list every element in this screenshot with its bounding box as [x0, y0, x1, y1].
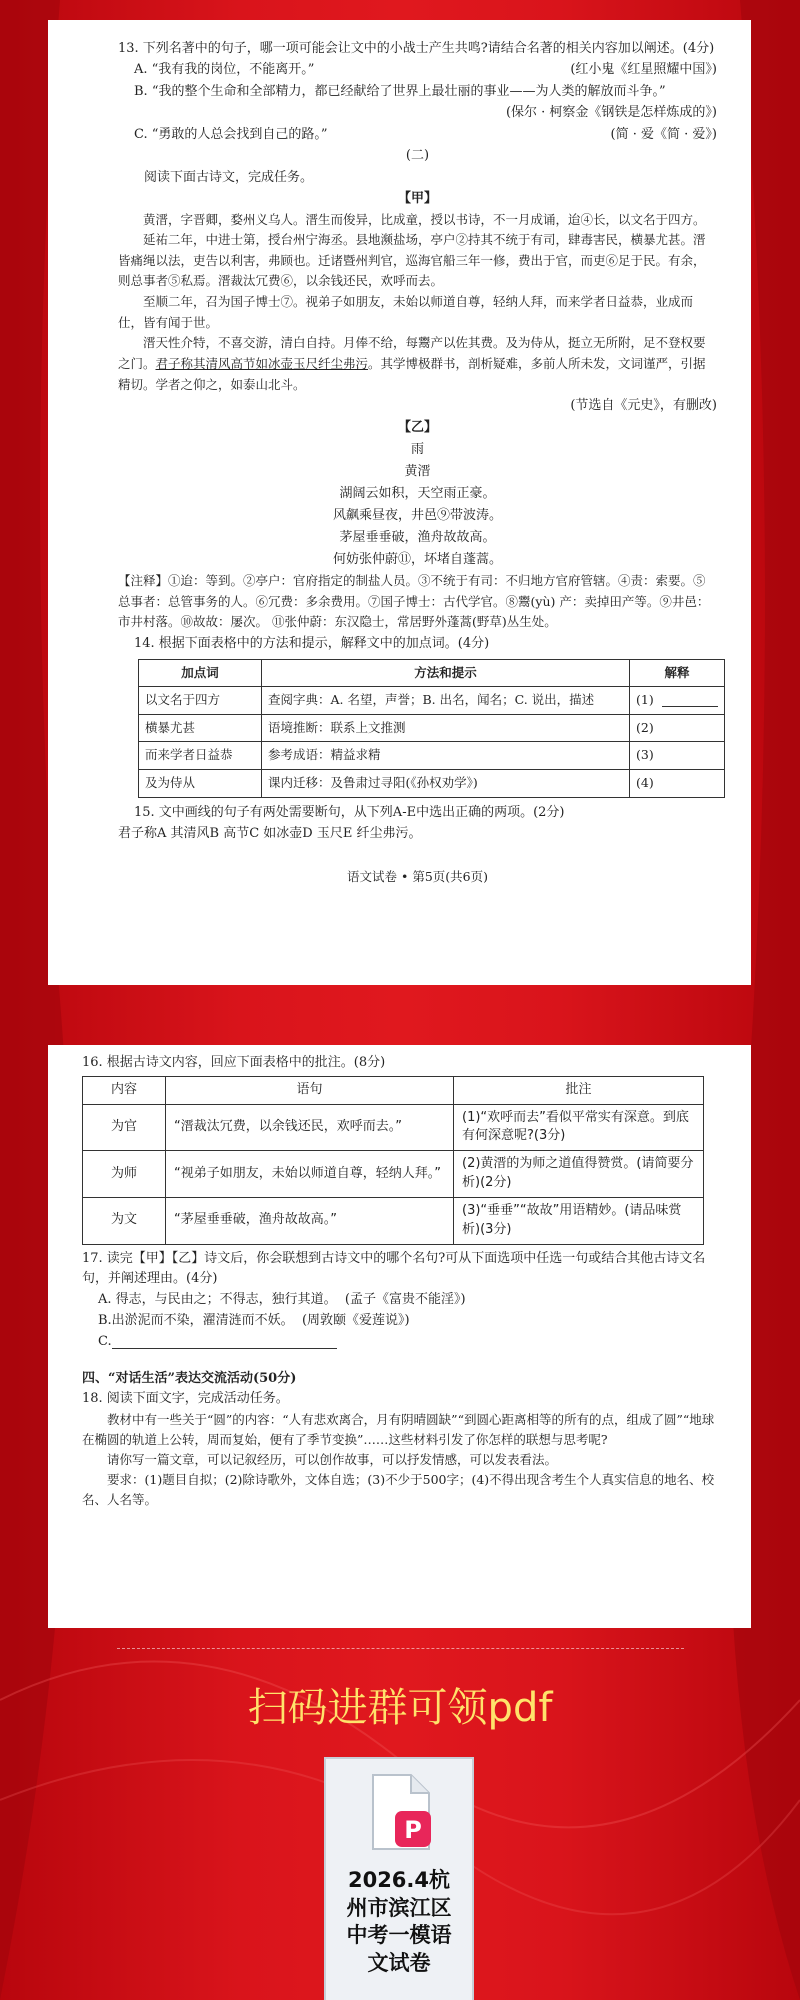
q14-hint: 课内迁移：及鲁肃过寻阳(《孙权劝学》)	[262, 770, 630, 798]
pdf-file-name: 2026.4杭 州市滨江区 中考一模语 文试卷	[346, 1868, 452, 1976]
jia-paragraph-4: 溍天性介特，不喜交游，清白自持。月俸不给，每鬻产以佐其费。及为侍从，挺立无所附，足不登权要之门。君子称其清风高节如冰壶玉尺纤尘弗污。其学博极群书，剖析疑难，多前人所未发，文词谨严，引据精切。学者之仰之，如泰山北斗。	[118, 335, 706, 392]
q16-topic: 为师	[83, 1151, 166, 1198]
poem-line: 湖阔云如积，天空雨正豪。	[339, 485, 496, 501]
q14-hint: 查阅字典：A. 名望，声誉；B. 出名，闻名；C. 说出，描述	[262, 687, 630, 715]
q14-word: 以文名于四方	[139, 687, 262, 715]
q14-word: 而来学者日益恭	[139, 742, 262, 770]
section-4-heading: 四、“对话生活”表达交流活动(50分)	[82, 1370, 297, 1386]
table-row	[83, 1104, 704, 1151]
yi-poem	[118, 417, 717, 572]
q14-hint: 参考成语：精益求精	[262, 742, 630, 770]
jia-title: 【甲】	[397, 191, 437, 207]
table-row	[83, 1197, 704, 1244]
table-row	[139, 770, 725, 798]
q14-word: 横暴尤甚	[139, 714, 262, 742]
pdf-file-card[interactable]	[324, 1757, 474, 2000]
q14-answer-3[interactable]: (3)	[630, 742, 725, 770]
q14-answer-2[interactable]: (2)	[630, 714, 725, 742]
q18-requirements: 要求：(1)题目自拟；(2)除诗歌外，文体自选；(3)不少于500字；(4)不得出现含考生个人真实信息的地名、校名、人名等。	[82, 1472, 715, 1508]
table-row	[83, 1151, 704, 1198]
q16-topic: 为官	[83, 1104, 166, 1151]
pdf-document-icon	[369, 1773, 433, 1851]
q18-stem: 18. 阅读下面文字，完成活动任务。	[82, 1391, 289, 1407]
q18-material: 教材中有一些关于“圆”的内容：“人有悲欢离合，月有阴晴圆缺”“到圆心距离相等的所有的点，组成了圆”“地球在椭圆的轨道上公转，周而复始，便有了季节变换”……这些材料引发了你怎样的联想与思考呢?	[82, 1412, 715, 1448]
q16-comment: (1)“欢呼而去”看似平常实有深意。到底有何深意呢?(3分)	[454, 1104, 704, 1151]
poem-line: 茅屋垂垂破，渔舟故故高。	[339, 530, 496, 546]
table-row	[139, 714, 725, 742]
page-footer: 语文试卷 • 第5页(共6页)	[347, 868, 488, 884]
q15-stem: 15. 文中画线的句子有两处需要断句，从下列A-E中选出正确的两项。(2分)	[134, 804, 565, 820]
section-2-instruction: 阅读下面古诗文，完成任务。	[144, 169, 314, 185]
q14-stem: 14. 根据下面表格中的方法和提示，解释文中的加点词。(4分)	[134, 636, 490, 652]
q17-option-c[interactable]: C.	[82, 1332, 717, 1353]
q16-header: 内容	[83, 1076, 166, 1104]
q16-quote: “溍裁汰冗费，以余钱还民，欢呼而去。”	[166, 1104, 454, 1151]
exam-page-5	[48, 20, 751, 985]
poem-line: 风飙乘昼夜，井邑⑨带波涛。	[332, 507, 502, 523]
q16-table	[82, 1076, 704, 1245]
q14-table	[138, 659, 725, 798]
q16-comment: (3)“垂垂”“故故”用语精妙。(请品味赏析)(3分)	[454, 1197, 704, 1244]
q13-option-b: B. “我的整个生命和全部精力，都已经献给了世界上最壮丽的事业——为人类的解放而斗争。”	[134, 83, 666, 99]
q14-header: 解释	[630, 659, 725, 687]
poem-title: 雨	[410, 441, 424, 457]
scan-qr-call-to-action: 扫码进群可领pdf	[247, 1685, 553, 1731]
q16-comment: (2)黄溍的为师之道值得赞赏。(请简要分析)(2分)	[454, 1151, 704, 1198]
q13-option-c-source: (简 · 爱《简 · 爱》)	[610, 126, 717, 142]
annotations: 【注释】①迨：等到。②亭户：官府指定的制盐人员。③不统于有司：不归地方官府管辖。④责：索要。⑤总事者：总管事务的人。⑥冗费：多余费用。⑦国子博士：古代学官。⑧鬻(yù) 产：卖掉田产等。⑨井邑：市井村落。⑩故故：屡次。 ⑪张仲蔚：东汉隐士，常居野外蓬蒿(野草)丛生处。	[118, 573, 710, 630]
q14-word: 及为侍从	[139, 770, 262, 798]
poem-author: 黄溍	[404, 463, 431, 479]
q16-quote: “视弟子如朋友，未始以师道自尊，轻纳人拜。”	[166, 1151, 454, 1198]
section-2-heading: (二)	[405, 148, 430, 164]
q16-quote: “茅屋垂垂破，渔舟故故高。”	[166, 1197, 454, 1244]
q14-header: 方法和提示	[262, 659, 630, 687]
q13-option-a-source: (红小鬼《红星照耀中国》)	[570, 62, 717, 78]
q15-options: 君子称A 其清风B 高节C 如冰壶D 玉尺E 纤尘弗污。	[118, 826, 422, 842]
q16-header: 语句	[166, 1076, 454, 1104]
table-row	[139, 687, 725, 715]
jia-paragraph-3: 至顺二年，召为国子博士⑦。视弟子如朋友，未始以师道自尊，轻纳人拜，而来学者日益恭，业成而仕，皆有闻于世。	[118, 294, 694, 330]
divider	[117, 1648, 684, 1649]
q13-option-c: C. “勇敢的人总会找到自己的路。”	[134, 126, 328, 142]
q14-hint: 语境推断：联系上文推测	[262, 714, 630, 742]
q14-answer-1[interactable]: (1)	[630, 687, 725, 715]
q13-option-b-source: (保尔 · 柯察金《钢铁是怎样炼成的》)	[505, 105, 717, 121]
q14-header: 加点词	[139, 659, 262, 687]
exam-page-6	[48, 1045, 751, 1628]
jia-paragraph-2: 延祐二年，中进士第，授台州宁海丞。县地濒盐场，亭户②持其不统于有司，肆毒害民，横暴尤甚。溍皆痛绳以法，吏告以利害，弗顾也。迁诸暨州判官，巡海官船三年一修，费出于官，而吏⑥足于民。有余，则总事者⑤私焉。溍裁汰冗费⑥，以余钱还民，欢呼而去。	[118, 232, 706, 289]
jia-paragraph-1: 黄溍，字晋卿，婺州义乌人。溍生而俊异，比成童，授以书诗，不一月成诵，迨④长，以文名于四方。	[143, 211, 706, 227]
table-row	[139, 742, 725, 770]
q14-answer-4[interactable]: (4)	[630, 770, 725, 798]
q13-stem: 13. 下列名著中的句子，哪一项可能会让文中的小战士产生共鸣?请结合名著的相关内容加以阐述。(4分)	[118, 41, 715, 56]
q17-option-b: B.出淤泥而不染，濯清涟而不妖。 (周敦颐《爱莲说》)	[98, 1313, 410, 1329]
jia-source: (节选自《元史》，有删改)	[570, 398, 717, 414]
q17-stem: 17. 读完【甲】【乙】诗文后，你会联想到古诗文中的哪个名句?可从下面选项中任选一句或结合其他古诗文名句，并阐述理由。(4分)	[82, 1250, 706, 1287]
q16-stem: 16. 根据古诗文内容，回应下面表格中的批注。(8分)	[82, 1055, 386, 1070]
q13-option-a: A. “我有我的岗位，不能离开。”	[134, 62, 315, 78]
yi-title: 【乙】	[397, 419, 437, 435]
poem-line: 何妨张仲蔚⑪，坏堵自蓬蒿。	[332, 552, 502, 568]
q16-topic: 为文	[83, 1197, 166, 1244]
svg-text:P: P	[404, 1816, 422, 1844]
underlined-sentence: 君子称其清风高节如冰壶玉尺纤尘弗污	[155, 355, 369, 371]
q16-header: 批注	[454, 1076, 704, 1104]
q17-option-a: A. 得志，与民由之；不得志，独行其道。 (孟子《富贵不能淫》)	[98, 1292, 466, 1308]
q18-task: 请你写一篇文章，可以记叙经历，可以创作故事，可以抒发情感，可以发表看法。	[107, 1452, 558, 1468]
